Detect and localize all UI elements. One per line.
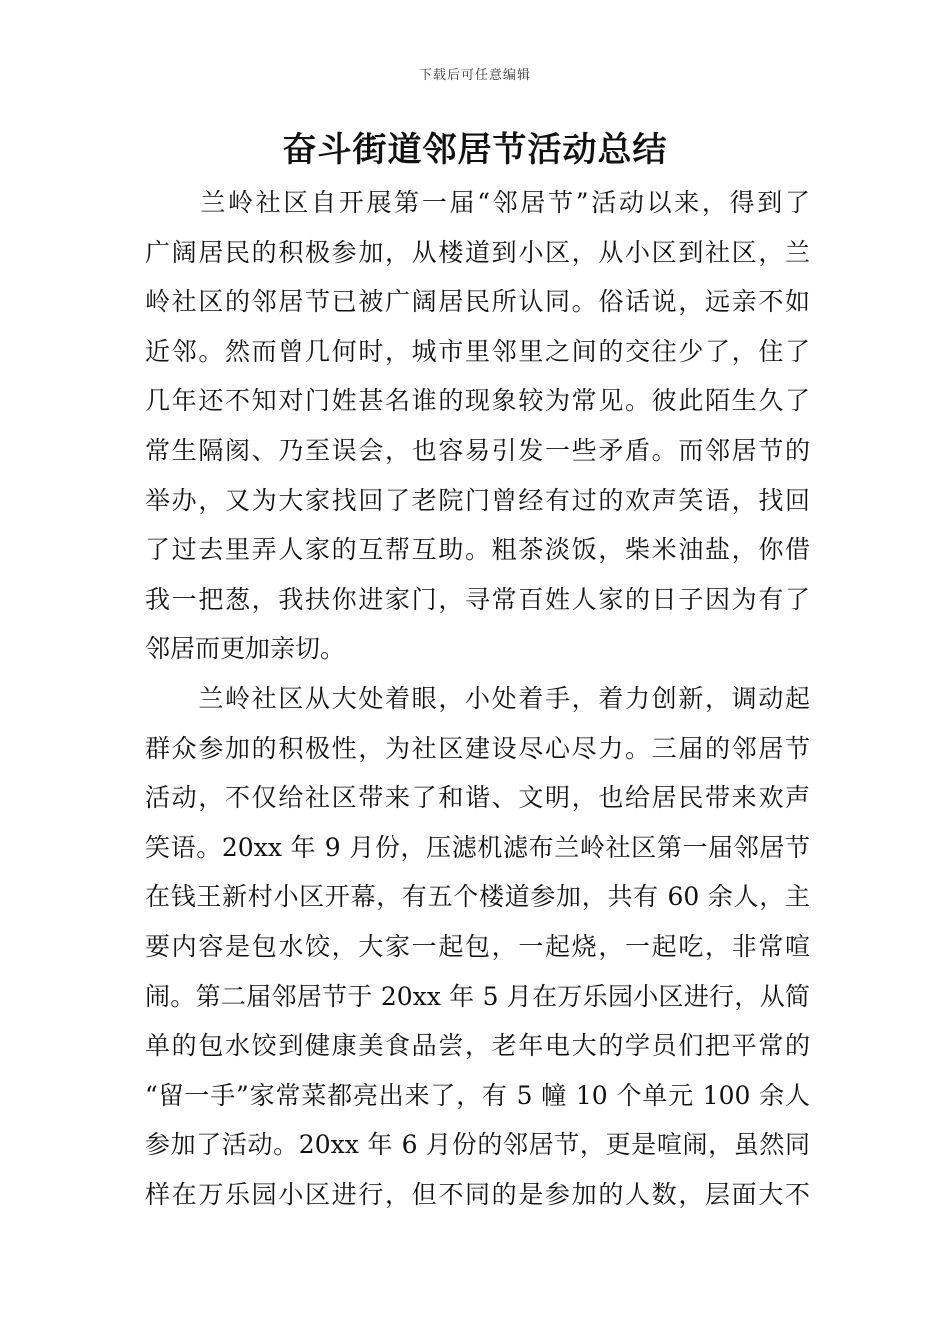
text-line: 兰岭社区从大处着眼，小处着手，着力创新，调动起 bbox=[145, 683, 810, 713]
text-line: 常生隔阂、乃至误会，也容易引发一些矛盾。而邻居节的 bbox=[145, 435, 810, 465]
text-line: 群众参加的积极性，为社区建设尽心尽力。三届的邻居节 bbox=[145, 733, 810, 763]
text-line: 近邻。然而曾几何时，城市里邻里之间的交往少了，住了 bbox=[145, 336, 810, 366]
text-line: 活动，不仅给社区带来了和谐、文明，也给居民带来欢声 bbox=[145, 783, 810, 813]
text-line: 几年还不知对门姓甚名谁的现象较为常见。彼此陌生久了 bbox=[145, 386, 810, 416]
body-text bbox=[145, 178, 810, 1219]
document-title: 奋斗街道邻居节活动总结 bbox=[282, 130, 668, 170]
paragraph-1 bbox=[145, 178, 810, 674]
paragraph-2 bbox=[145, 674, 810, 1220]
text-line: 单的包水饺到健康美食品尝，老年电大的学员们把平常的 bbox=[145, 1031, 810, 1061]
text-line: 样在万乐园小区进行，但不同的是参加的人数，层面大不 bbox=[145, 1179, 810, 1209]
text-line: 在钱王新村小区开幕，有五个楼道参加，共有 60 余人，主 bbox=[145, 882, 810, 912]
text-line: 我一把葱，我扶你进家门，寻常百姓人家的日子因为有了 bbox=[145, 584, 810, 614]
text-line: 了过去里弄人家的互帮互助。粗茶淡饭，柴米油盐，你借 bbox=[145, 535, 810, 565]
text-line: 举办，又为大家找回了老院门曾经有过的欢声笑语，找回 bbox=[145, 485, 810, 515]
text-line: 兰岭社区自开展第一届“邻居节”活动以来，得到了 bbox=[145, 188, 810, 217]
text-line: 要内容是包水饺，大家一起包，一起烧，一起吃，非常喧 bbox=[145, 931, 810, 961]
text-line: 笑语。20xx 年 9 月份，压滤机滤布兰岭社区第一届邻居节 bbox=[145, 832, 810, 862]
text-line: 广阔居民的积极参加，从楼道到小区，从小区到社区，兰 bbox=[145, 237, 810, 267]
header-note: 下载后可任意编辑 bbox=[418, 68, 531, 83]
text-line: 闹。第二届邻居节于 20xx 年 5 月在万乐园小区进行，从简 bbox=[145, 981, 810, 1011]
text-line: “留一手”家常菜都亮出来了，有 5 幢 10 个单元 100 余人 bbox=[145, 1080, 810, 1110]
text-line: 岭社区的邻居节已被广阔居民所认同。俗话说，远亲不如 bbox=[145, 287, 810, 317]
text-line: 参加了活动。20xx 年 6 月份的邻居节，更是喧闹，虽然同 bbox=[145, 1130, 810, 1160]
text-line: 邻居而更加亲切。 bbox=[145, 634, 346, 664]
